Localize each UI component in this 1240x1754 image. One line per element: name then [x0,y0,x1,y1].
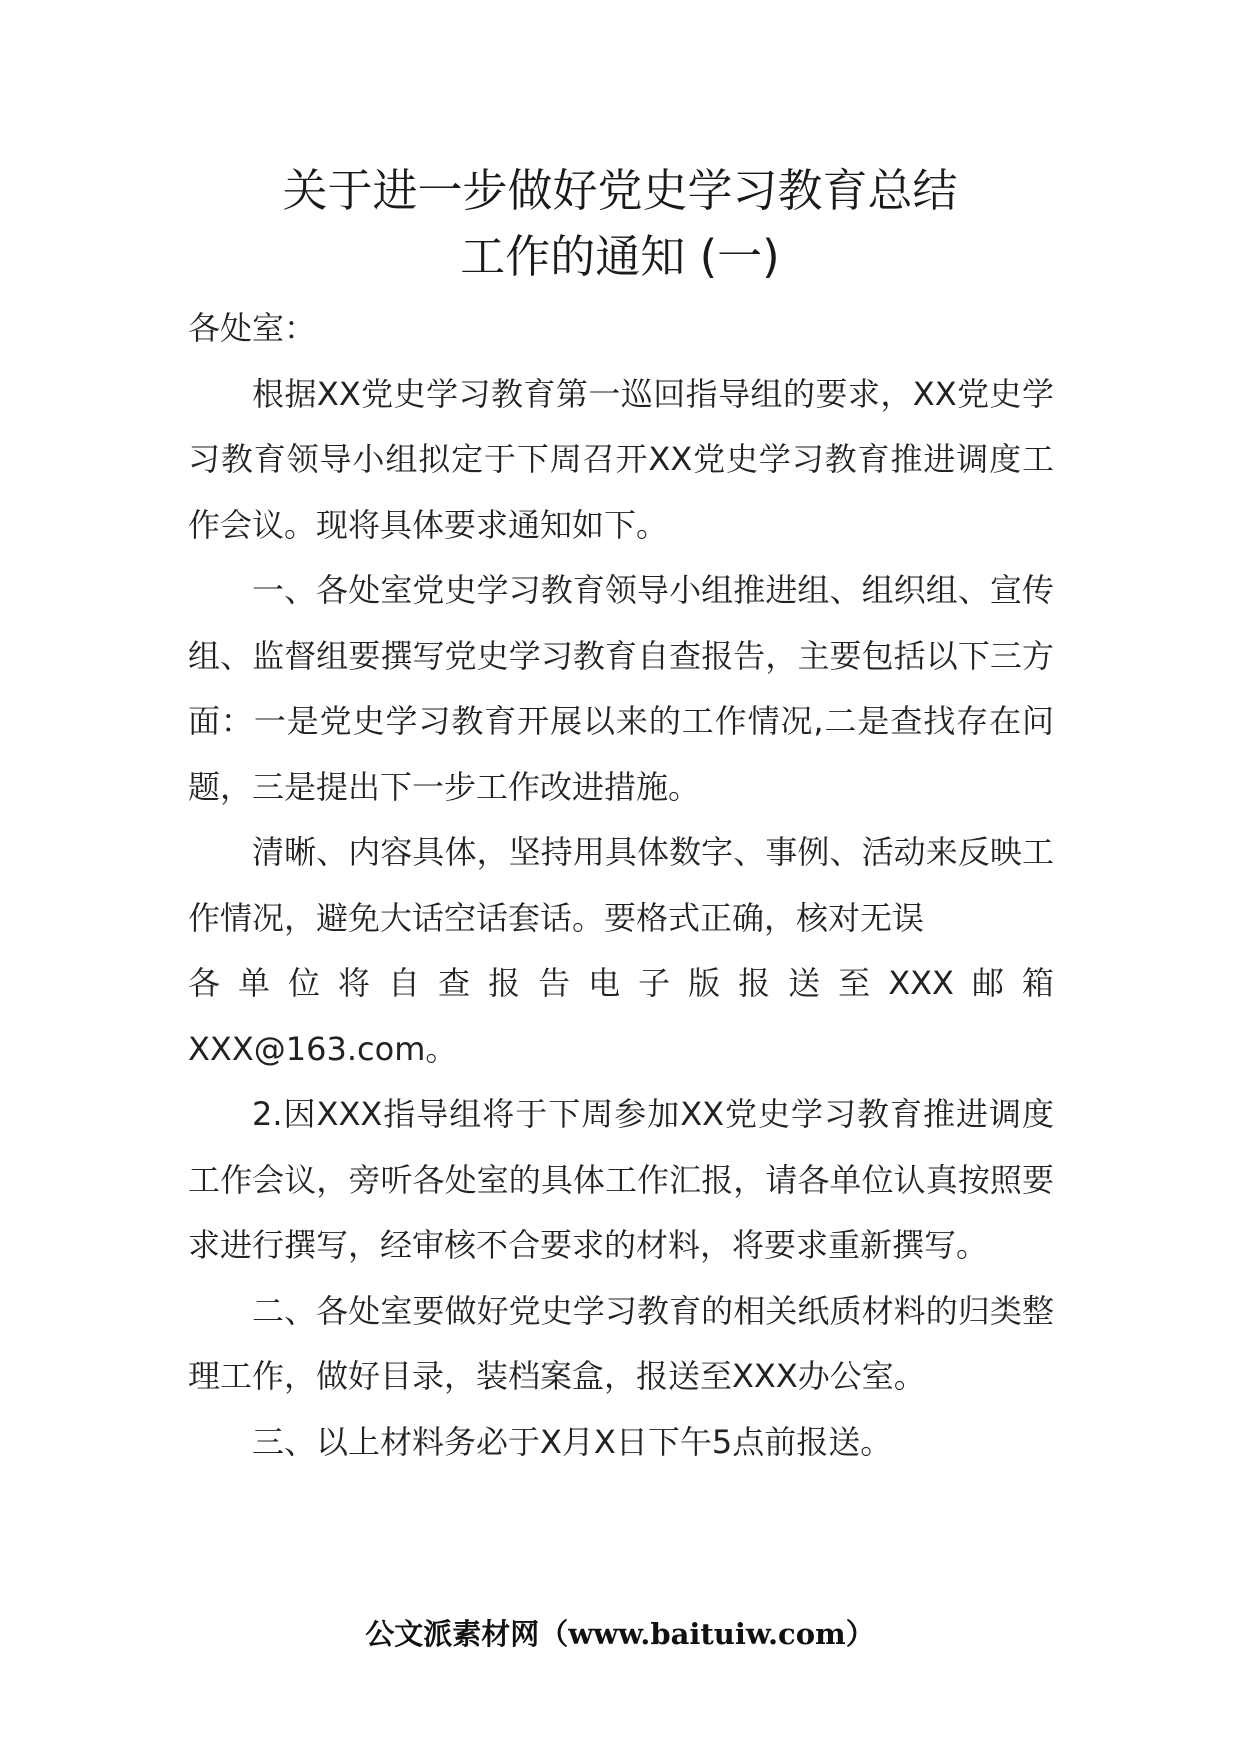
footer-watermark: 公文派素材网（www.baituiw.com） [365,1617,875,1651]
paragraph-item-1: 一、各处室党史学习教育领导小组推进组、组织组、宣传组、监督组要撰写党史学习教育自查报告，主要包括以下三方面：一是党史学习教育开展以来的工作情况,二是查找存在问题，三是提出下一步工作改进措施。 [188,571,1054,806]
paragraph-item-4: 三、以上材料务必于X月X日下午5点前报送。 [252,1422,893,1461]
salutation: 各处室： [188,309,317,347]
paragraph-email-line: 各单位将自查报告电子版报送至XXX邮箱 [188,964,1054,1002]
paragraph-item-3: 二、各处室要做好党史学习教育的相关纸质材料的归类整理工作，做好目录，装档案盒，报送至XXX办公室。 [188,1291,1054,1395]
document-body [188,296,1054,1475]
paragraph-email-address: XXX@163.com。 [188,1029,458,1068]
document-title [0,158,1240,290]
title-line-1: 关于进一步做好党史学习教育总结 [282,164,958,217]
paragraph-intro: 根据XX党史学习教育第一巡回指导组的要求，XX党史学习教育领导小组拟定于下周召开XX党史学习教育推进调度工作会议。现将具体要求通知如下。 [188,374,1054,544]
title-line-2: 工作的通知 (一) [460,230,780,283]
paragraph-item-2: 2.因XXX指导组将于下周参加XX党史学习教育推进调度工作会议，旁听各处室的具体工作汇报，请各单位认真按照要求进行撰写，经审核不合要求的材料，将要求重新撰写。 [188,1095,1054,1264]
paragraph-requirements: 清晰、内容具体，坚持用具体数字、事例、活动来反映工作情况，避免大话空话套话。要格式正确，核对无误 [188,833,1054,937]
